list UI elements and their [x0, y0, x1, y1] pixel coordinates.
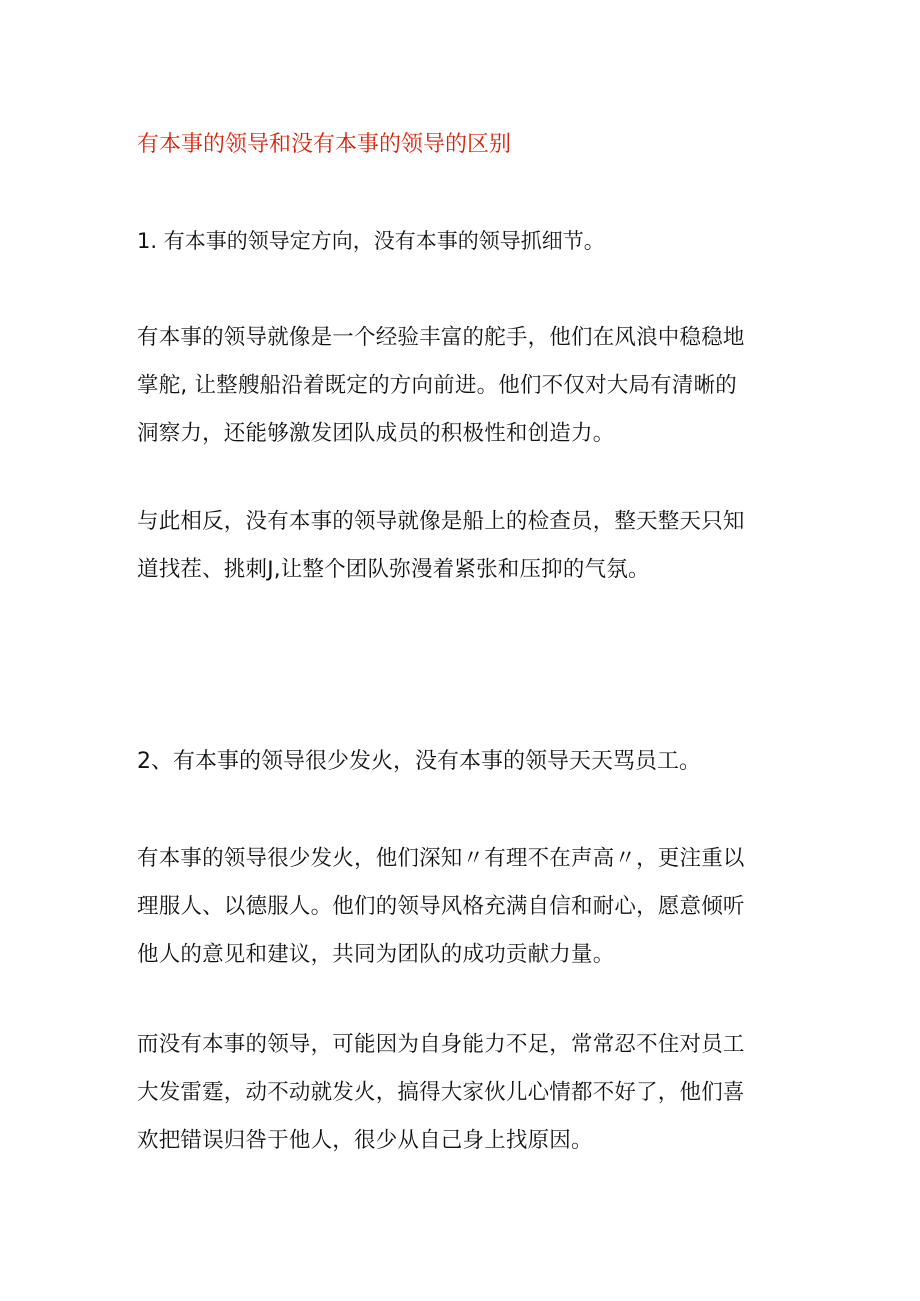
- document-title: 有本事的领导和没有本事的领导的区别: [137, 132, 512, 157]
- section-2-heading: 2、有本事的领导很少发火，没有本事的领导天天骂员工。: [137, 749, 701, 774]
- paragraph-line: 洞察力，还能够激发团队成员的积极性和创造力。: [137, 421, 615, 446]
- paragraph-line: 他人的意见和建议，共同为团队的成功贡献力量。: [137, 942, 615, 967]
- section-2-paragraph-2: [137, 1021, 797, 1165]
- paragraph-line: 欢把错误归咎于他人，很少从自己身上找原因。: [137, 1128, 593, 1153]
- section-1-paragraph-2: [137, 498, 797, 594]
- section-2-paragraph-1: [137, 835, 797, 979]
- paragraph-line: 有本事的领导很少发火，他们深知〃有理不在声高〃，更注重以: [137, 846, 745, 871]
- paragraph-line: 有本事的领导就像是一个经验丰富的舵手，他们在风浪中稳稳地: [137, 325, 745, 350]
- section-1-heading: 1. 有本事的领导定方向，没有本事的领导抓细节。: [137, 229, 605, 253]
- paragraph-line: 掌舵, 让整艘船沿着既定的方向前进。他们不仅对大局有清晰的: [137, 373, 737, 398]
- paragraph-line: 与此相反，没有本事的领导就像是船上的检查员，整天整天只知: [137, 509, 745, 534]
- section-1-paragraph-1: [137, 314, 797, 458]
- paragraph-line: 大发雷霆，动不动就发火，搞得大家伙儿心情都不好了，他们喜: [137, 1080, 745, 1105]
- paragraph-line: 理服人、以德服人。他们的领导风格充满自信和耐心，愿意倾听: [137, 894, 745, 919]
- paragraph-line: 而没有本事的领导，可能因为自身能力不足，常常忍不住对员工: [137, 1032, 745, 1057]
- paragraph-line: 道找茬、挑刺J,让整个团队弥漫着紧张和压抑的气氛。: [137, 557, 650, 582]
